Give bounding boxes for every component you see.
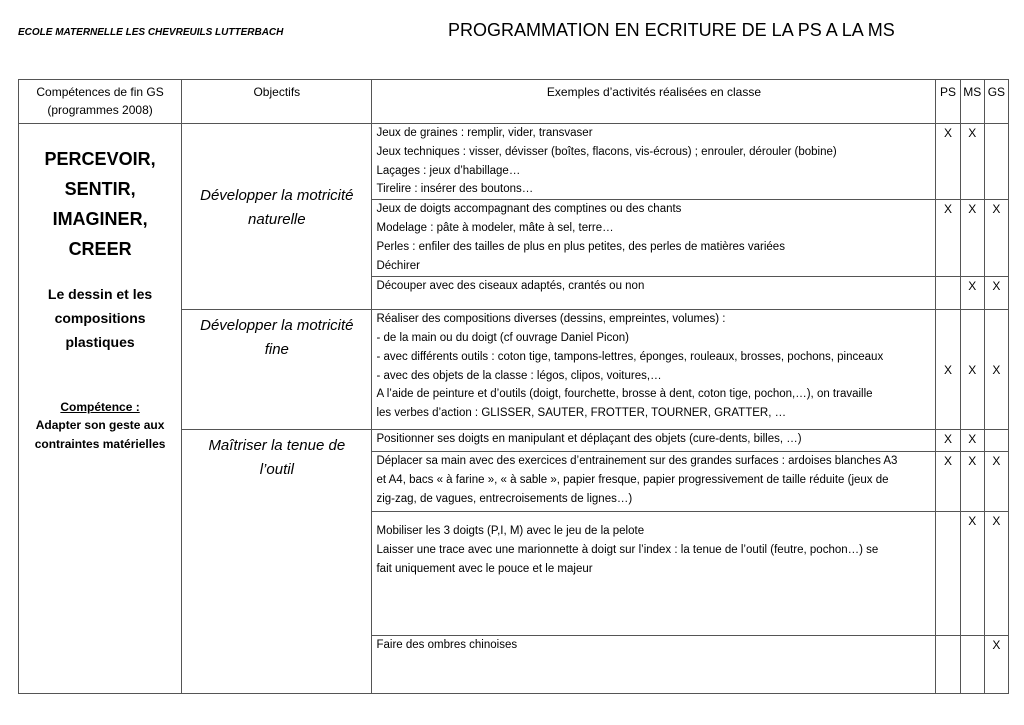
ps-mark bbox=[936, 636, 960, 694]
table-header-row bbox=[19, 80, 1009, 124]
header-ms: MS bbox=[960, 80, 984, 124]
competence-domain: PERCEVOIR, SENTIR, IMAGINER, CREER bbox=[44, 149, 156, 259]
header-objectifs: Objectifs bbox=[182, 80, 372, 124]
objective-motricite-fine: Développer la motricité fine bbox=[182, 310, 372, 430]
ms-mark bbox=[960, 636, 984, 694]
gs-mark: X bbox=[984, 310, 1008, 430]
school-name: ECOLE MATERNELLE LES CHEVREUILS LUTTERBACH bbox=[18, 27, 284, 38]
ms-mark: X bbox=[960, 512, 984, 636]
header-ps: PS bbox=[936, 80, 960, 124]
ms-mark: X bbox=[960, 452, 984, 512]
competence-cell bbox=[19, 124, 182, 694]
gs-mark: X bbox=[984, 277, 1008, 310]
header-exemples: Exemples d’activités réalisées en classe bbox=[372, 80, 936, 124]
ms-mark: X bbox=[960, 200, 984, 277]
gs-mark: X bbox=[984, 512, 1008, 636]
gs-mark bbox=[984, 124, 1008, 200]
competence-text: Adapter son geste aux contraintes matérielles bbox=[34, 418, 166, 451]
competence-subdomain: Le dessin et les compositions plastiques bbox=[47, 286, 153, 350]
ps-mark bbox=[936, 277, 960, 310]
gs-mark: X bbox=[984, 636, 1008, 694]
objective-motricite-naturelle: Développer la motricité naturelle bbox=[182, 124, 372, 310]
activity-cell: Faire des ombres chinoises bbox=[372, 636, 936, 694]
activity-cell: Jeux de graines : remplir, vider, transvaser Jeux techniques : visser, dévisser (boîtes, flacons, vis-écrous) ; enrouler, dérouler (bobine) Laçages : jeux d’habillage… Tirelire : insérer des boutons… bbox=[372, 124, 936, 200]
ps-mark: X bbox=[936, 452, 960, 512]
table-row bbox=[19, 124, 1009, 200]
ms-mark: X bbox=[960, 124, 984, 200]
ms-mark: X bbox=[960, 277, 984, 310]
ps-mark: X bbox=[936, 200, 960, 277]
gs-mark: X bbox=[984, 200, 1008, 277]
ps-mark: X bbox=[936, 124, 960, 200]
ps-mark: X bbox=[936, 310, 960, 430]
header-gs: GS bbox=[984, 80, 1008, 124]
activity-cell: Positionner ses doigts en manipulant et déplaçant des objets (cure-dents, billes, …) bbox=[372, 430, 936, 452]
competence-label: Compétence : bbox=[60, 400, 140, 414]
activity-cell: Mobiliser les 3 doigts (P,I, M) avec le jeu de la pelote Laisser une trace avec une marionnette à doigt sur l’index : la tenue de l’outil (feutre, pochon…) se fait uniquement avec le pouce et le majeur bbox=[372, 512, 936, 636]
ms-mark: X bbox=[960, 430, 984, 452]
activity-cell: Jeux de doigts accompagnant des comptines ou des chants Modelage : pâte à modeler, mâte à sel, terre… Perles : enfiler des tailles de plus en plus petites, des perles de matières variées Déchirer bbox=[372, 200, 936, 277]
gs-mark: X bbox=[984, 452, 1008, 512]
header-competences: Compétences de fin GS (programmes 2008) bbox=[19, 80, 182, 124]
ps-mark bbox=[936, 512, 960, 636]
ps-mark: X bbox=[936, 430, 960, 452]
activity-cell: Découper avec des ciseaux adaptés, crantés ou non bbox=[372, 277, 936, 310]
gs-mark bbox=[984, 430, 1008, 452]
objective-tenue-outil: Maîtriser la tenue de l’outil bbox=[182, 430, 372, 694]
activity-cell: Réaliser des compositions diverses (dessins, empreintes, volumes) : - de la main ou du doigt (cf ouvrage Daniel Picon) - avec différents outils : coton tige, tampons-lettres, éponges, rouleaux, brosses, pochons, pinceaux - avec des objets de la classe : légos, clipos, voitures,… A l’aide de peinture et d’outils (doigt, fourchette, brosse à dent, coton tige, pochon,…), on travaille les verbes d’action : GLISSER, SAUTER, FROTTER, TOURNER, GRATTER, … bbox=[372, 310, 936, 430]
activity-cell: Déplacer sa main avec des exercices d’entrainement sur des grandes surfaces : ardoises blanches A3 et A4, bacs « à farine », « à sable », papier fresque, papier progressivement de taille réduite (jeux de zig-zag, de vagues, entrecroisements de lignes…) bbox=[372, 452, 936, 512]
programming-table bbox=[18, 79, 1009, 694]
page-title: PROGRAMMATION EN ECRITURE DE LA PS A LA MS bbox=[448, 20, 895, 40]
ms-mark: X bbox=[960, 310, 984, 430]
